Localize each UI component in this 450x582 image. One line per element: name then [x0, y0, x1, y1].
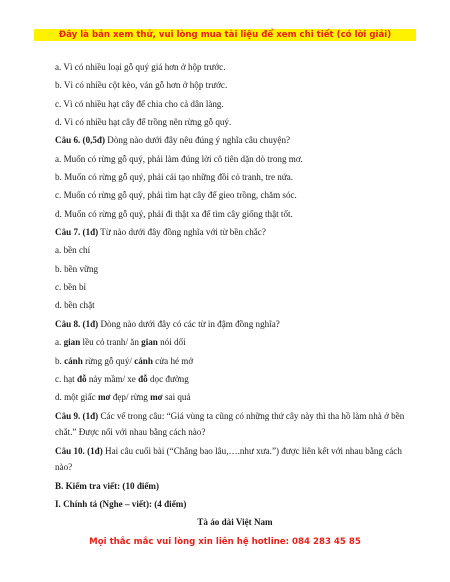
q8-c-bold2: đỗ	[138, 373, 148, 384]
question-7-text: Từ nào dưới đây đồng nghĩa với từ bền chắc?	[98, 227, 266, 238]
footer-banner: Mọi thắc mắc vui lòng xin liên hệ hotline: 084 283 45 85	[89, 537, 361, 547]
question-9-text: Các vế trong câu: “Giá vùng ta cũng có những thứ cây này thì tha hồ làm nhà ở bền chắt.” Được nối với nhau bằng cách nào?	[55, 410, 405, 437]
question-8-label: Câu 8. (1đ)	[55, 318, 99, 329]
question-7-label: Câu 7. (1đ)	[55, 227, 99, 238]
question-7	[55, 223, 415, 241]
q8-b-part3: cửa hé mở	[152, 355, 194, 366]
q6-option-b: b. Muốn có rừng gỗ quý, phải cải tạo những đồi cỏ tranh, tre nứa.	[55, 172, 294, 183]
question-8-text: Dòng nào dưới đây có các từ in đậm đồng nghĩa?	[98, 318, 280, 329]
q7-option-c: c. bền bỉ	[55, 282, 87, 293]
q6-option-c: c. Muốn có rừng gỗ quý, phải tìm hạt cây để gieo trồng, chăm sóc.	[55, 190, 297, 201]
question-10-label: Câu 10. (1đ)	[55, 445, 103, 456]
q8-c-part3: dọc đường	[147, 373, 189, 384]
question-10-text: Hai câu cuối bài (“Chẳng bao lâu,….như xưa.”) được liên kết với nhau bằng cách nào?	[55, 445, 402, 472]
q8-b-bold1: cánh	[64, 355, 83, 366]
question-8	[55, 315, 415, 333]
question-9	[55, 407, 415, 442]
q8-d-bold2: mơ	[150, 392, 163, 403]
q8-a-part1: a.	[55, 337, 64, 348]
q5-option-a: a. Vì có nhiều loại gỗ quý giá hơn ở hộp trước.	[55, 62, 226, 72]
q6-option-a: a. Muốn có rừng gỗ quý, phải làm đúng lời cô tiên dặn dò trong mơ.	[55, 153, 303, 164]
q6-option-d: d. Muốn có rừng gỗ quý, phải đi thật xa để tìm cây giống thật tốt.	[55, 208, 293, 219]
q8-option-a	[55, 333, 415, 351]
section-b-heading: B. Kiểm tra viết: (10 điểm)	[55, 480, 160, 491]
q8-option-b	[55, 352, 415, 370]
dictation-title: Tà áo dài Việt Nam	[197, 517, 273, 528]
q8-a-part3: nói dối	[157, 337, 186, 348]
q8-c-part2: nảy mầm/ xe	[86, 373, 139, 384]
q8-option-d	[55, 388, 415, 406]
q5-option-c: c. Vì có nhiều hạt cây để chia cho cả dân làng.	[55, 98, 224, 109]
question-9-label: Câu 9. (1đ)	[55, 410, 99, 421]
q7-option-a: a. bền chí	[55, 245, 91, 256]
q7-option-b: b. bền vững	[55, 263, 99, 274]
q8-a-bold2: gian	[141, 337, 158, 348]
q5-option-d: d. Vì có nhiều hạt cây để trồng nên rừng gỗ quý.	[55, 117, 232, 128]
question-10	[55, 442, 415, 477]
q8-a-part2: lều cỏ tranh/ ăn	[80, 337, 142, 348]
q8-option-c	[55, 370, 415, 388]
section-i-heading: I. Chính tả (Nghe – viết): (4 điểm)	[55, 498, 187, 509]
q7-option-d: d. bền chặt	[55, 300, 95, 311]
q8-b-part2: rừng gỗ quý/	[82, 355, 135, 366]
q8-d-part3: sai quả	[162, 392, 191, 403]
question-6-label: Câu 6. (0,5đ)	[55, 135, 106, 146]
q8-a-bold1: gian	[63, 337, 81, 348]
q8-d-part1: d. một giấc	[55, 392, 98, 403]
q5-option-b: b. Vì có nhiều cột kèo, ván gỗ hơn ở hộp trước.	[55, 80, 228, 91]
q8-b-part1: b.	[55, 355, 65, 366]
header-banner: Đây là bản xem thử, vui lòng mua tài liệu để xem chi tiết (có lời giải)	[34, 29, 416, 41]
question-6	[55, 131, 415, 149]
question-6-text: Dòng nào dưới đây nêu đúng ý nghĩa câu chuyện?	[105, 135, 291, 146]
q8-b-bold2: cánh	[134, 355, 153, 366]
q8-d-part2: đẹp/ rừng	[110, 392, 151, 403]
q8-c-part1: c. hạt	[55, 373, 77, 384]
q8-d-bold1: mơ	[97, 392, 111, 403]
document-body	[55, 58, 415, 532]
q8-c-bold1: đỗ	[76, 373, 87, 384]
